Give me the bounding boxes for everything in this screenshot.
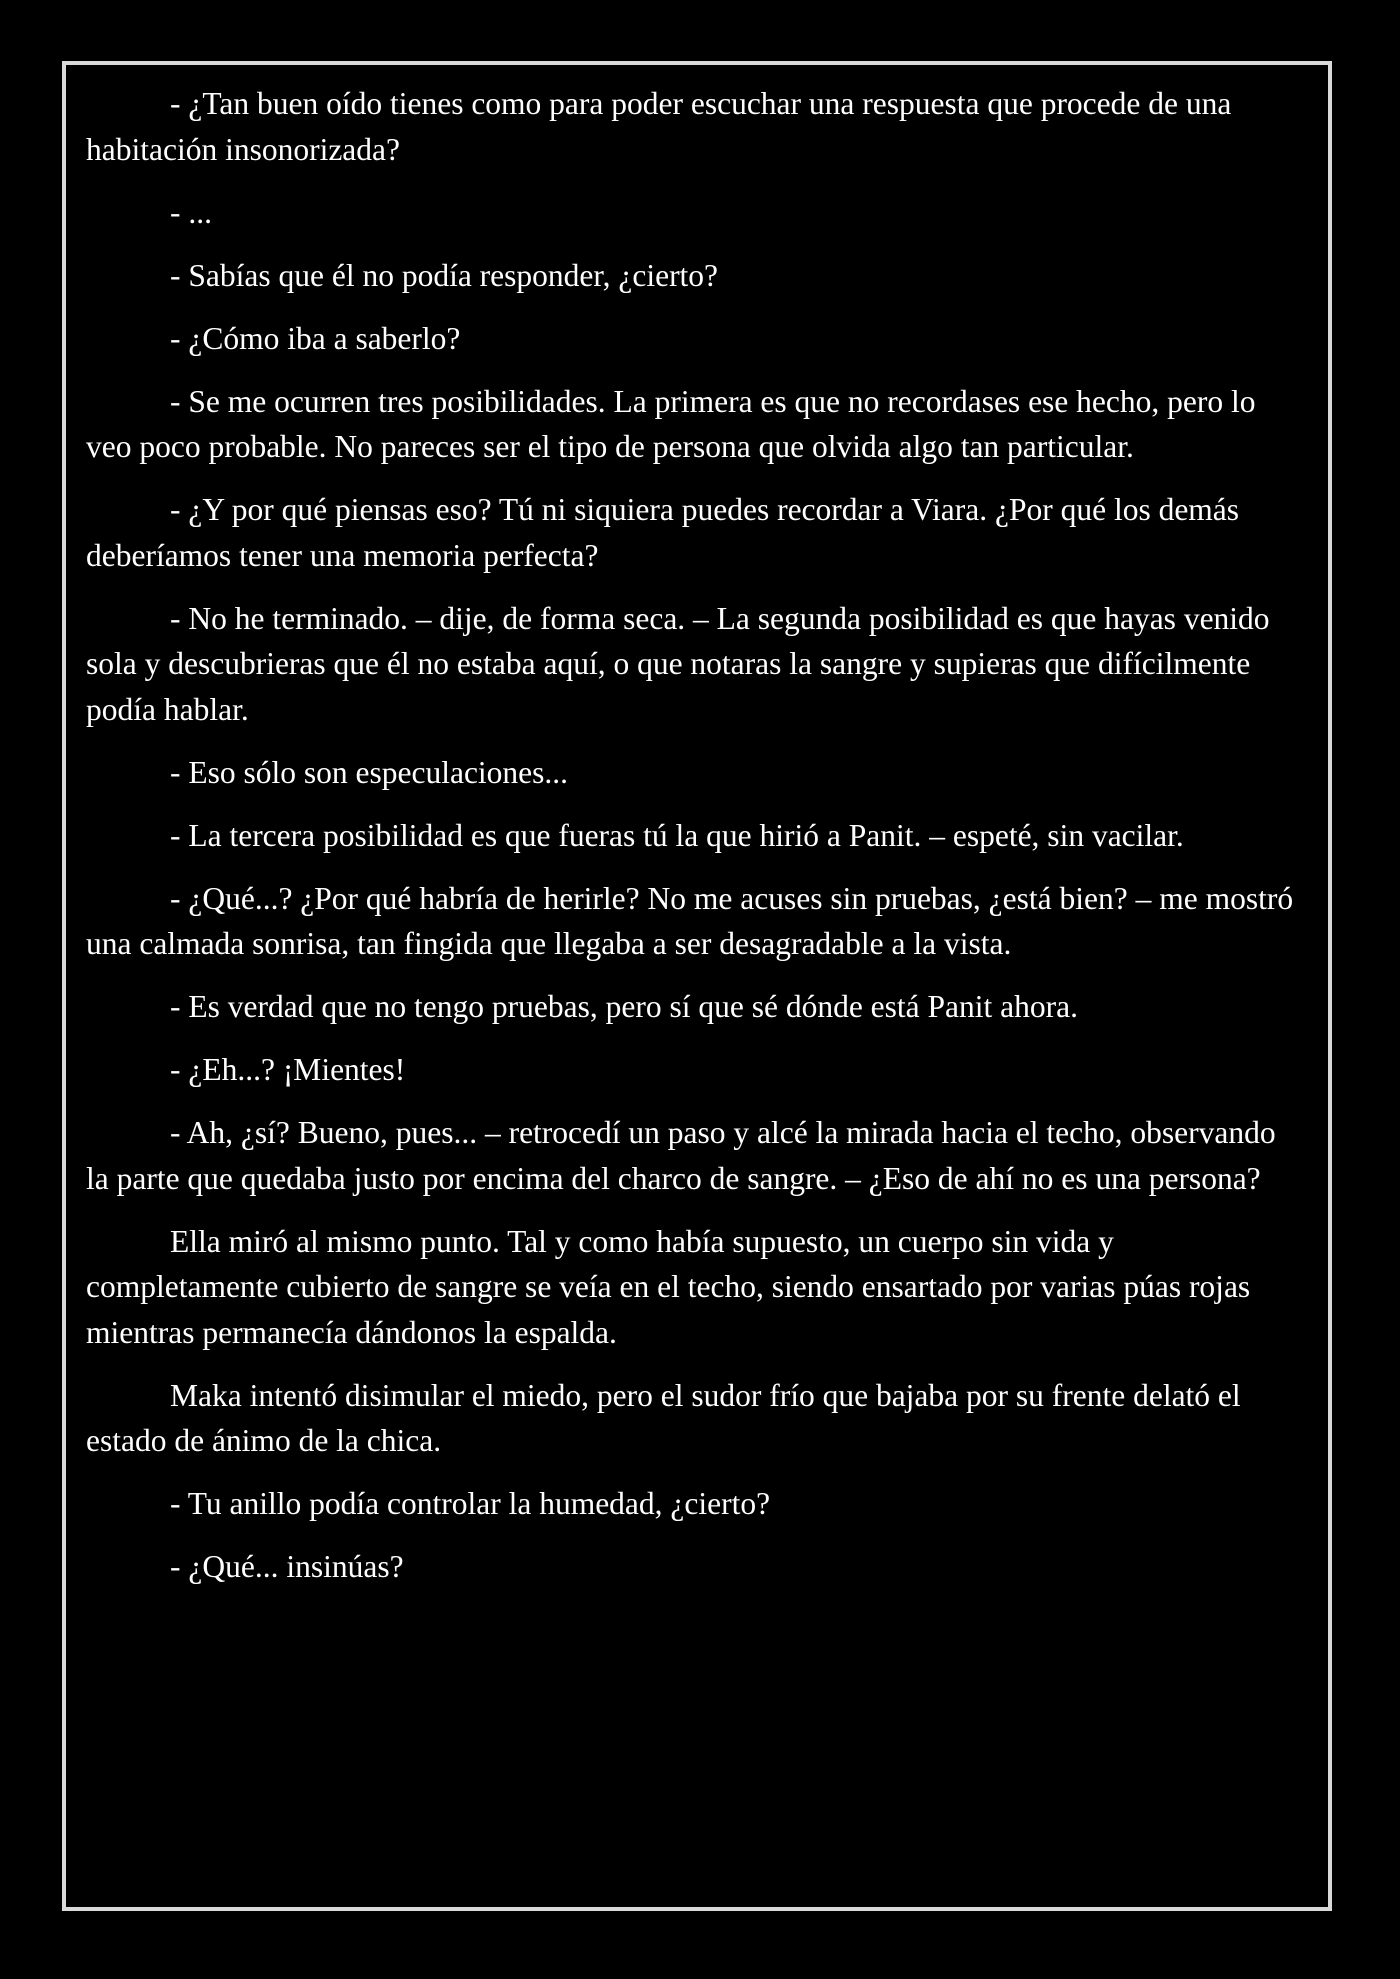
paragraph: Ella miró al mismo punto. Tal y como había supuesto, un cuerpo sin vida y completamente cubierto de sangre se veía en el techo, siendo ensartado por varias púas rojas mientras permanecía dándonos la espalda. bbox=[86, 1223, 1251, 1350]
paragraph: - ¿Eh...? ¡Mientes! bbox=[170, 1052, 406, 1087]
paragraph: - Eso sólo son especulaciones... bbox=[170, 754, 569, 790]
paragraph: - Tu anillo podía controlar la humedad, ¿cierto? bbox=[170, 1486, 771, 1521]
paragraph: - Ah, ¿sí? Bueno, pues... – retrocedí un paso y alcé la mirada hacia el techo, observando la parte que quedaba justo por encima del charco de sangre. – ¿Eso de ahí no es una persona? bbox=[86, 1115, 1276, 1196]
paragraph: - ¿Qué... insinúas? bbox=[170, 1549, 404, 1584]
paragraph: Maka intentó disimular el miedo, pero el sudor frío que bajaba por su frente delató el estado de ánimo de la chica. bbox=[86, 1377, 1241, 1458]
paragraph: - Se me ocurren tres posibilidades. La primera es que no recordases ese hecho, pero lo veo poco probable. No pareces ser el tipo de persona que olvida algo tan particular. bbox=[86, 383, 1256, 464]
paragraph: - No he terminado. – dije, de forma seca. – La segunda posibilidad es que hayas venido sola y descubrieras que él no estaba aquí, o que notaras la sangre y supieras que difícilmente podía hablar. bbox=[86, 600, 1270, 727]
paragraph: - ¿Tan buen oído tienes como para poder escuchar una respuesta que procede de una habitación insonorizada? bbox=[86, 86, 1232, 167]
page-frame bbox=[62, 61, 1332, 1911]
paragraph: - ¿Y por qué piensas eso? Tú ni siquiera puedes recordar a Viara. ¿Por qué los demás deberíamos tener una memoria perfecta? bbox=[86, 492, 1240, 573]
paragraph: - La tercera posibilidad es que fueras tú la que hirió a Panit. – espeté, sin vacilar. bbox=[170, 817, 1184, 853]
paragraph: - ... bbox=[170, 194, 212, 230]
paragraph: - ¿Cómo iba a saberlo? bbox=[170, 320, 461, 356]
text-body bbox=[86, 81, 1306, 1607]
paragraph: - ¿Qué...? ¿Por qué habría de herirle? No me acuses sin pruebas, ¿está bien? – me mostró una calmada sonrisa, tan fingida que llegaba a ser desagradable a la vista. bbox=[86, 880, 1294, 961]
paragraph: - Es verdad que no tengo pruebas, pero sí que sé dónde está Panit ahora. bbox=[170, 989, 1078, 1024]
paragraph: - Sabías que él no podía responder, ¿cierto? bbox=[170, 257, 719, 293]
